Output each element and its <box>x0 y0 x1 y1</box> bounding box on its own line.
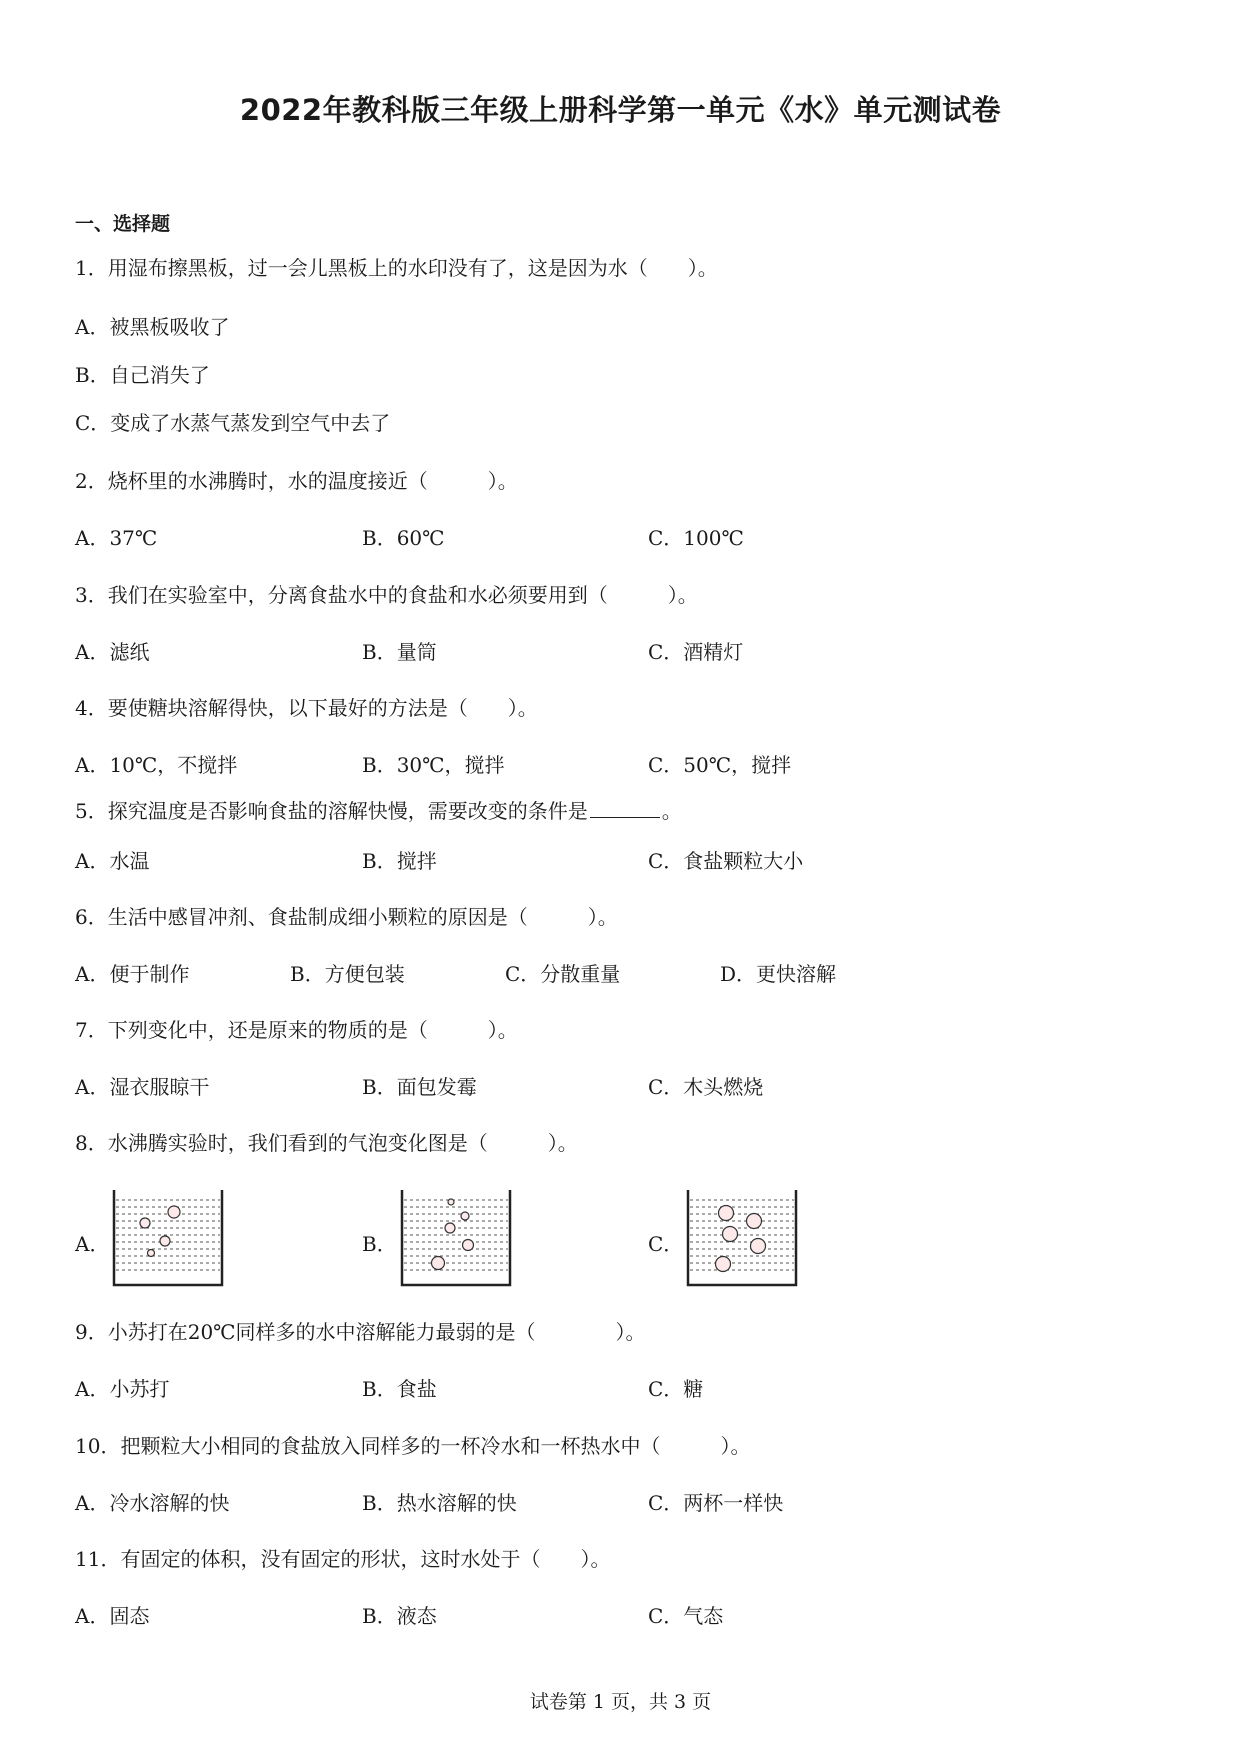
question-11-option-c: C．气态 <box>648 1604 724 1628</box>
question-7-option-a: A．湿衣服晾干 <box>75 1075 210 1099</box>
beaker-diagram-a <box>112 1190 224 1288</box>
question-2-stem: 2．烧杯里的水沸腾时，水的温度接近（ ）。 <box>75 469 518 493</box>
question-9-option-b: B．食盐 <box>362 1377 437 1401</box>
question-3-option-a: A．滤纸 <box>75 640 150 664</box>
question-8-option-b: B． <box>362 1232 397 1256</box>
question-5-option-b: B．搅拌 <box>362 849 437 873</box>
question-5-stem <box>75 798 682 824</box>
question-1-option-a: A．被黑板吸收了 <box>75 315 230 339</box>
question-10-option-c: C．两杯一样快 <box>648 1491 784 1515</box>
page-footer: 试卷第 1 页，共 3 页 <box>529 1691 712 1713</box>
question-9-stem: 9．小苏打在20℃同样多的水中溶解能力最弱的是（ ）。 <box>75 1320 646 1344</box>
question-10-option-a: A．冷水溶解的快 <box>75 1491 230 1515</box>
question-3-option-b: B．量筒 <box>362 640 437 664</box>
question-1-stem: 1．用湿布擦黑板，过一会儿黑板上的水印没有了，这是因为水（ ）。 <box>75 256 718 280</box>
question-3-option-c: C．酒精灯 <box>648 640 744 664</box>
question-4-option-a: A．10℃，不搅拌 <box>75 753 238 777</box>
question-8-option-a: A． <box>75 1232 110 1256</box>
question-4-option-c: C．50℃，搅拌 <box>648 753 792 777</box>
question-9-option-a: A．小苏打 <box>75 1377 170 1401</box>
question-3-stem: 3．我们在实验室中，分离食盐水中的食盐和水必须要用到（ ）。 <box>75 583 698 607</box>
question-9-option-c: C．糖 <box>648 1377 704 1401</box>
question-2-option-c: C．100℃ <box>648 526 744 550</box>
question-6-option-b: B．方便包装 <box>290 962 405 986</box>
question-8-stem: 8．水沸腾实验时，我们看到的气泡变化图是（ ）。 <box>75 1131 578 1155</box>
beaker-figures <box>0 1190 1241 1290</box>
question-10-option-b: B．热水溶解的快 <box>362 1491 517 1515</box>
question-8-option-c: C． <box>648 1232 684 1256</box>
question-2-option-a: A．37℃ <box>75 526 158 550</box>
beaker-diagram-b <box>400 1190 512 1288</box>
question-6-option-a: A．便于制作 <box>75 962 190 986</box>
question-6-stem: 6．生活中感冒冲剂、食盐制成细小颗粒的原因是（ ）。 <box>75 905 618 929</box>
answer-blank <box>590 799 660 818</box>
question-5-stem-end: 。 <box>661 799 682 823</box>
question-10-stem: 10．把颗粒大小相同的食盐放入同样多的一杯冷水和一杯热水中（ ）。 <box>75 1434 751 1458</box>
question-7-stem: 7．下列变化中，还是原来的物质的是（ ）。 <box>75 1018 518 1042</box>
beaker-diagram-c <box>686 1190 798 1288</box>
page-title: 2022年教科版三年级上册科学第一单元《水》单元测试卷 <box>239 93 1002 127</box>
question-1-option-b: B．自己消失了 <box>75 363 210 387</box>
question-2-option-b: B．60℃ <box>362 526 445 550</box>
question-7-option-b: B．面包发霉 <box>362 1075 477 1099</box>
question-4-stem: 4．要使糖块溶解得快，以下最好的方法是（ ）。 <box>75 696 538 720</box>
section-title: 一、选择题 <box>75 213 171 235</box>
question-11-option-a: A．固态 <box>75 1604 150 1628</box>
question-5-stem-text: 5．探究温度是否影响食盐的溶解快慢，需要改变的条件是 <box>75 799 588 823</box>
question-6-option-c: C．分散重量 <box>505 962 621 986</box>
question-5-option-a: A．水温 <box>75 849 150 873</box>
question-7-option-c: C．木头燃烧 <box>648 1075 764 1099</box>
question-5-option-c: C．食盐颗粒大小 <box>648 849 804 873</box>
question-1-option-c: C．变成了水蒸气蒸发到空气中去了 <box>75 411 391 435</box>
question-4-option-b: B．30℃，搅拌 <box>362 753 505 777</box>
question-11-stem: 11．有固定的体积，没有固定的形状，这时水处于（ ）。 <box>75 1547 611 1571</box>
question-11-option-b: B．液态 <box>362 1604 437 1628</box>
question-6-option-d: D．更快溶解 <box>720 962 837 986</box>
